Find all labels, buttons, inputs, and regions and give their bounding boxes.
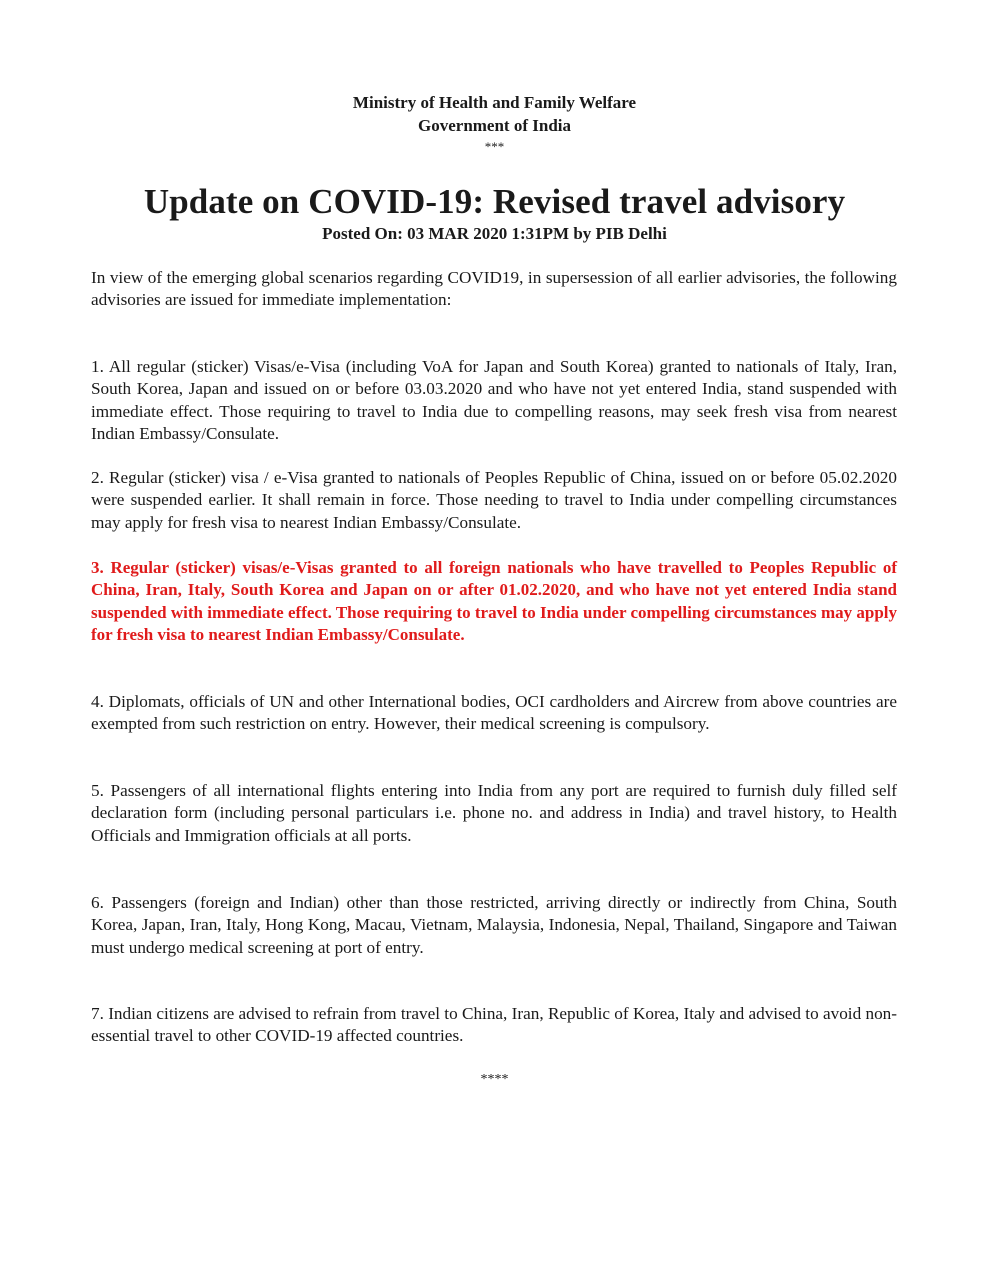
advisory-item-7: 7. Indian citizens are advised to refrain from travel to China, Iran, Republic of Korea, Italy and advised to avoid non-essential travel to other COVID-19 affected countries.: [91, 1004, 897, 1046]
advisory-item-1: 1. All regular (sticker) Visas/e-Visa (including VoA for Japan and South Korea) granted to nationals of Italy, Iran, South Korea, Japan and issued on or before 03.03.2020 and who have not yet entered India, stand suspended with immediate effect. Those requiring to travel to India due to compelling reasons, may seek fresh visa from nearest Indian Embassy/Consulate.: [91, 357, 897, 444]
advisory-item-2: 2. Regular (sticker) visa / e-Visa granted to nationals of Peoples Republic of China, issued on or before 05.02.2020 were suspended earlier. It shall remain in force. Those needing to travel to India under compelling circumstances may apply for fresh visa to nearest Indian Embassy/Consulate.: [91, 468, 897, 532]
advisory-item-5: 5. Passengers of all international flights entering into India from any port are required to furnish duly filled self declaration form (including personal particulars i.e. phone no. and address in India) and travel history, to Health Officials and Immigration officials at all ports.: [91, 781, 897, 845]
posted-date: Posted On: 03 MAR 2020 1:31PM by PIB Delhi: [322, 224, 667, 243]
advisory-item-6: 6. Passengers (foreign and Indian) other than those restricted, arriving directly or indirectly from China, South Korea, Japan, Iran, Italy, Hong Kong, Macau, Vietnam, Malaysia, Indonesia, Nepal, Thailand, Singapore and Taiwan must undergo medical screening at port of entry.: [91, 893, 897, 957]
advisory-item-3-highlighted: 3. Regular (sticker) visas/e-Visas granted to all foreign nationals who have travelled to Peoples Republic of China, Iran, Italy, South Korea and Japan on or after 01.02.2020, and who have not yet entered India stand suspended with immediate effect. Those requiring to travel to India under compelling circumstances may apply for fresh visa to nearest Indian Embassy/Consulate.: [91, 558, 897, 645]
government-name: Government of India: [418, 116, 571, 135]
ministry-name: Ministry of Health and Family Welfare: [352, 93, 637, 112]
footer-separator: ****: [480, 1072, 509, 1087]
advisory-item-4: 4. Diplomats, officials of UN and other International bodies, OCI cardholders and Aircrew from above countries are exempted from such restriction on entry. However, their medical screening is compulsory.: [91, 692, 897, 734]
page-title: Update on COVID-19: Revised travel advisory: [143, 182, 846, 221]
intro-paragraph: In view of the emerging global scenarios regarding COVID19, in supersession of all earlier advisories, the following advisories are issued for immediate implementation:: [91, 268, 897, 310]
header-separator: ***: [484, 139, 505, 154]
